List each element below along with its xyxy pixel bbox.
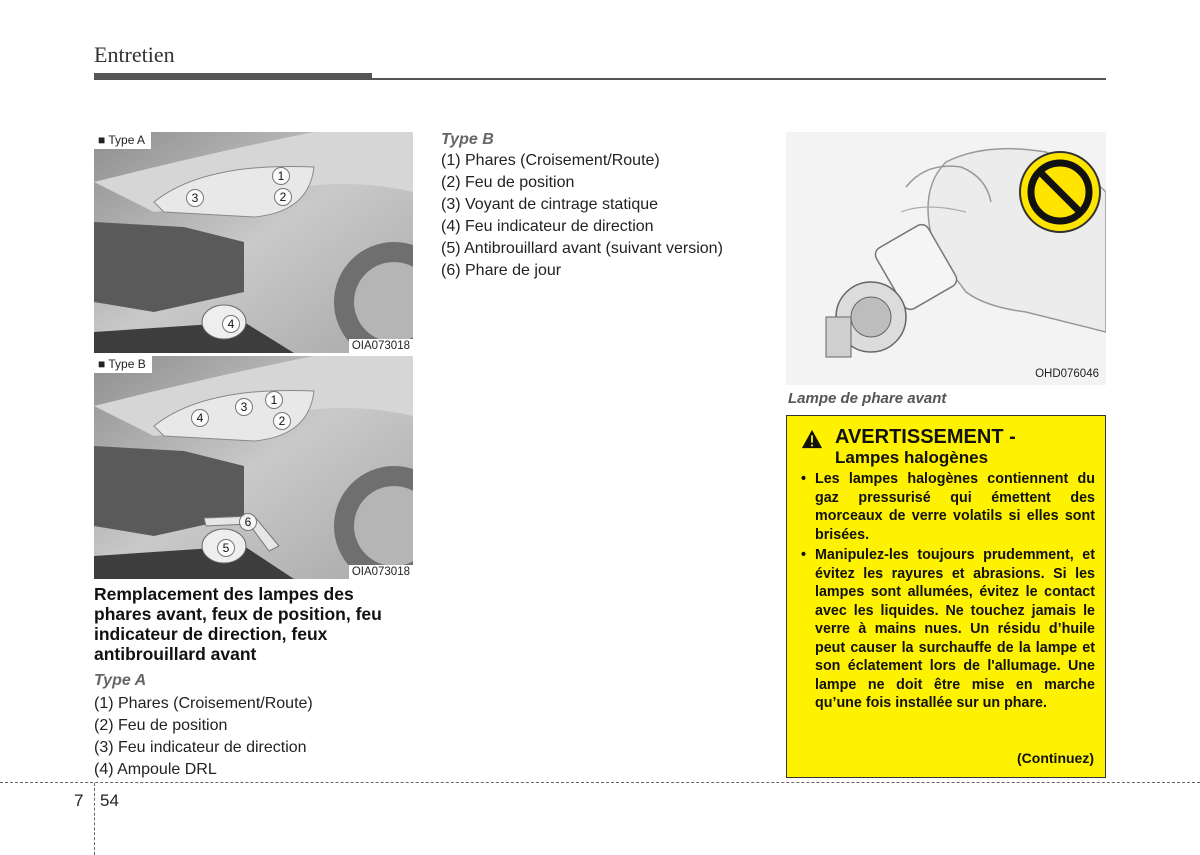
marker-4: 4 xyxy=(222,315,240,333)
page-header-title: Entretien xyxy=(94,42,175,67)
list-item: (1) Phares (Croisement/Route) xyxy=(441,152,660,169)
list-item: (1) Phares (Croisement/Route) xyxy=(94,695,313,712)
chapter-number: 7 xyxy=(74,791,84,810)
headlight-photo-type-a xyxy=(94,132,413,353)
warning-box xyxy=(786,415,1106,778)
warning-triangle-icon xyxy=(801,428,823,450)
list-item: (2) Feu de position xyxy=(94,717,228,734)
warning-title: AVERTISSEMENT - xyxy=(835,426,1016,448)
marker-1: 1 xyxy=(272,167,290,185)
figure-caption: Lampe de phare avant xyxy=(788,390,947,407)
marker-3: 3 xyxy=(186,189,204,207)
warning-list xyxy=(801,470,1095,715)
type-b-title: Type B xyxy=(441,131,494,148)
header-rule xyxy=(372,78,1106,80)
marker-1: 1 xyxy=(265,391,283,409)
warning-header xyxy=(801,426,1016,468)
figure-code: OHD076046 xyxy=(1035,368,1099,380)
warning-item: • Les lampes halogènes contiennent du gaz pressurisé qui émettent des morceaux de verre volatils si elles sont brisées. xyxy=(801,471,1095,543)
type-a-list xyxy=(94,693,313,781)
list-item: (3) Voyant de cintrage statique xyxy=(441,196,659,213)
section-heading: Remplacement des lampes des phares avant, feux de position, feu indicateur de direction, feux antibrouillard avant xyxy=(94,584,382,664)
marker-2: 2 xyxy=(274,188,292,206)
list-item: (5) Antibrouillard avant (suivant version) xyxy=(441,240,723,257)
list-item: (4) Ampoule DRL xyxy=(94,761,217,778)
bulb-handling-illustration xyxy=(786,132,1106,385)
footer-rule xyxy=(0,782,1200,783)
warning-item: • Manipulez-les toujours prudemment, et évitez les rayures et abrasions. Si les lampes sont allumées, évitez le contact avec les liquides. Ne touchez jamais le verre à mains nues. Un résidu d’huile peut causer la surchauffe de la lampe et son éclatement lors de l'allumage. Une lampe ne doit être mise en marche qu’une fois installée sur un phare. xyxy=(801,547,1095,711)
marker-4: 4 xyxy=(191,409,209,427)
warning-subtitle: Lampes halogènes xyxy=(835,448,989,467)
page-number: 54 xyxy=(100,791,119,810)
type-b-tag: ■ Type B xyxy=(94,356,152,373)
marker-5: 5 xyxy=(217,539,235,557)
header-bar xyxy=(94,73,372,80)
figure-code: OIA073018 xyxy=(349,339,413,353)
headlight-photo-type-b xyxy=(94,356,413,579)
figure-code: OIA073018 xyxy=(349,565,413,579)
prohibition-icon xyxy=(1020,152,1100,232)
continue-note: (Continuez) xyxy=(1017,750,1094,766)
list-item: (2) Feu de position xyxy=(441,174,575,191)
list-item: (3) Feu indicateur de direction xyxy=(94,739,307,756)
list-item: (6) Phare de jour xyxy=(441,262,562,279)
footer-divider xyxy=(94,783,95,855)
marker-6: 6 xyxy=(239,513,257,531)
type-a-tag: ■ Type A xyxy=(94,132,151,149)
marker-3: 3 xyxy=(235,398,253,416)
list-item: (4) Feu indicateur de direction xyxy=(441,218,654,235)
type-b-list xyxy=(441,150,723,282)
type-a-title: Type A xyxy=(94,672,147,689)
marker-2: 2 xyxy=(273,412,291,430)
